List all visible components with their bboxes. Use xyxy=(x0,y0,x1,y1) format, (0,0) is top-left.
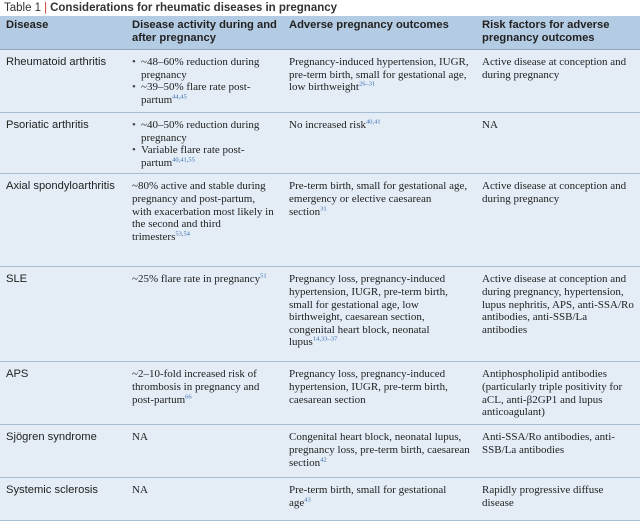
reference-link[interactable]: 43 xyxy=(304,496,311,504)
disease-cell: Rheumatoid arthritis xyxy=(0,50,126,113)
activity-cell xyxy=(126,113,283,174)
bullet-text: ~48–60% reduction during pregnancy xyxy=(141,56,260,81)
table-row xyxy=(0,425,640,478)
reference-link[interactable]: 31 xyxy=(320,204,327,212)
header-disease: Disease xyxy=(0,16,126,50)
table-caption xyxy=(0,0,640,16)
activity-cell xyxy=(126,362,283,425)
table-row xyxy=(0,362,640,425)
outcomes-text: Pre-term birth, small for gestational age, emergency or elective caesarean section xyxy=(289,180,468,218)
activity-text: ~2–10-fold increased risk of thrombosis in pregnancy and post-partum xyxy=(132,368,260,406)
disease-cell: Psoriatic arthritis xyxy=(0,113,126,174)
outcomes-cell xyxy=(283,425,476,478)
reference-link[interactable]: 51 xyxy=(260,272,267,280)
outcomes-text: No increased risk xyxy=(289,119,366,131)
table-row xyxy=(0,113,640,174)
reference-link[interactable]: 26–31 xyxy=(358,80,376,88)
reference-link[interactable]: 40,41,55 xyxy=(172,156,195,164)
risk-cell: Active disease at conception and during pregnancy, hypertension, lupus nephritis, APS, anti-SSA/Ro antibodies, anti-SSB/La antibodies xyxy=(476,267,640,362)
table-row xyxy=(0,50,640,113)
outcomes-cell xyxy=(283,267,476,362)
outcomes-cell xyxy=(283,362,476,425)
header-risk: Risk factors for adverse pregnancy outcomes xyxy=(476,16,640,50)
reference-link[interactable]: 40,41 xyxy=(365,118,381,126)
reference-link[interactable]: 66 xyxy=(185,392,192,400)
outcomes-cell xyxy=(283,478,476,521)
reference-link[interactable]: 44,45 xyxy=(172,93,187,101)
outcomes-text: Pregnancy loss, pregnancy-induced hypertension, IUGR, pre-term birth, caesarean section xyxy=(289,368,448,406)
header-activity: Disease activity during and after pregnancy xyxy=(126,16,283,50)
bullet-text: ~39–50% flare rate post-partum xyxy=(141,81,251,106)
reference-link[interactable]: 42 xyxy=(320,455,327,463)
activity-cell xyxy=(126,174,283,267)
bullet-text: ~40–50% reduction during pregnancy xyxy=(141,119,260,144)
risk-cell: NA xyxy=(476,113,640,174)
disease-cell: Systemic sclerosis xyxy=(0,478,126,521)
disease-cell: Axial spondyloarthritis xyxy=(0,174,126,267)
outcomes-cell xyxy=(283,174,476,267)
activity-text: ~80% active and stable during pregnancy and post-partum, with exacerbation most likely in the second and third trimesters xyxy=(132,180,274,243)
reference-link[interactable]: 14,33–37 xyxy=(312,335,338,343)
activity-cell xyxy=(126,267,283,362)
bullet-item xyxy=(132,119,277,144)
outcomes-text: Pre-term birth, small for gestational age xyxy=(289,484,447,509)
risk-cell: Active disease at conception and during pregnancy xyxy=(476,174,640,267)
outcomes-text: Pregnancy loss, pregnancy-induced hypertension, IUGR, pre-term birth, small for gestational age, low birthweight, caesarean section, congenital heart block, neonatal lupus xyxy=(289,273,448,349)
risk-cell: Active disease at conception and during pregnancy xyxy=(476,50,640,113)
outcomes-cell xyxy=(283,50,476,113)
disease-cell: Sjögren syndrome xyxy=(0,425,126,478)
table-row xyxy=(0,478,640,521)
risk-cell: Anti-SSA/Ro antibodies, anti-SSB/La antibodies xyxy=(476,425,640,478)
header-row xyxy=(0,16,640,50)
caption-separator: | xyxy=(44,2,48,14)
bullet-item xyxy=(132,144,277,169)
risk-cell: Antiphospholipid antibodies (particularly triple positivity for aCL, anti-β2GP1 and lupus anticoagulant) xyxy=(476,362,640,425)
outcomes-text: Pregnancy-induced hypertension, IUGR, pre-term birth, small for gestational age, low birthweight xyxy=(289,56,469,94)
bullet-item xyxy=(132,56,277,81)
activity-cell: NA xyxy=(126,425,283,478)
outcomes-text: Congenital heart block, neonatal lupus, pregnancy loss, pre-term birth, caesarean section xyxy=(289,431,470,469)
table-row xyxy=(0,174,640,267)
disease-cell: SLE xyxy=(0,267,126,362)
header-outcomes: Adverse pregnancy outcomes xyxy=(283,16,476,50)
table-row xyxy=(0,267,640,362)
table-label: Table 1 xyxy=(4,2,42,14)
disease-cell: APS xyxy=(0,362,126,425)
activity-cell: NA xyxy=(126,478,283,521)
activity-text: ~25% flare rate in pregnancy xyxy=(132,273,261,286)
reference-link[interactable]: 53,54 xyxy=(175,230,191,238)
activity-cell xyxy=(126,50,283,113)
considerations-table xyxy=(0,16,640,521)
risk-cell: Rapidly progressive diffuse disease xyxy=(476,478,640,521)
bullet-text: Variable flare rate post-partum xyxy=(141,144,245,169)
bullet-item xyxy=(132,81,277,106)
table-title: Considerations for rheumatic diseases in pregnancy xyxy=(50,2,338,14)
outcomes-cell xyxy=(283,113,476,174)
